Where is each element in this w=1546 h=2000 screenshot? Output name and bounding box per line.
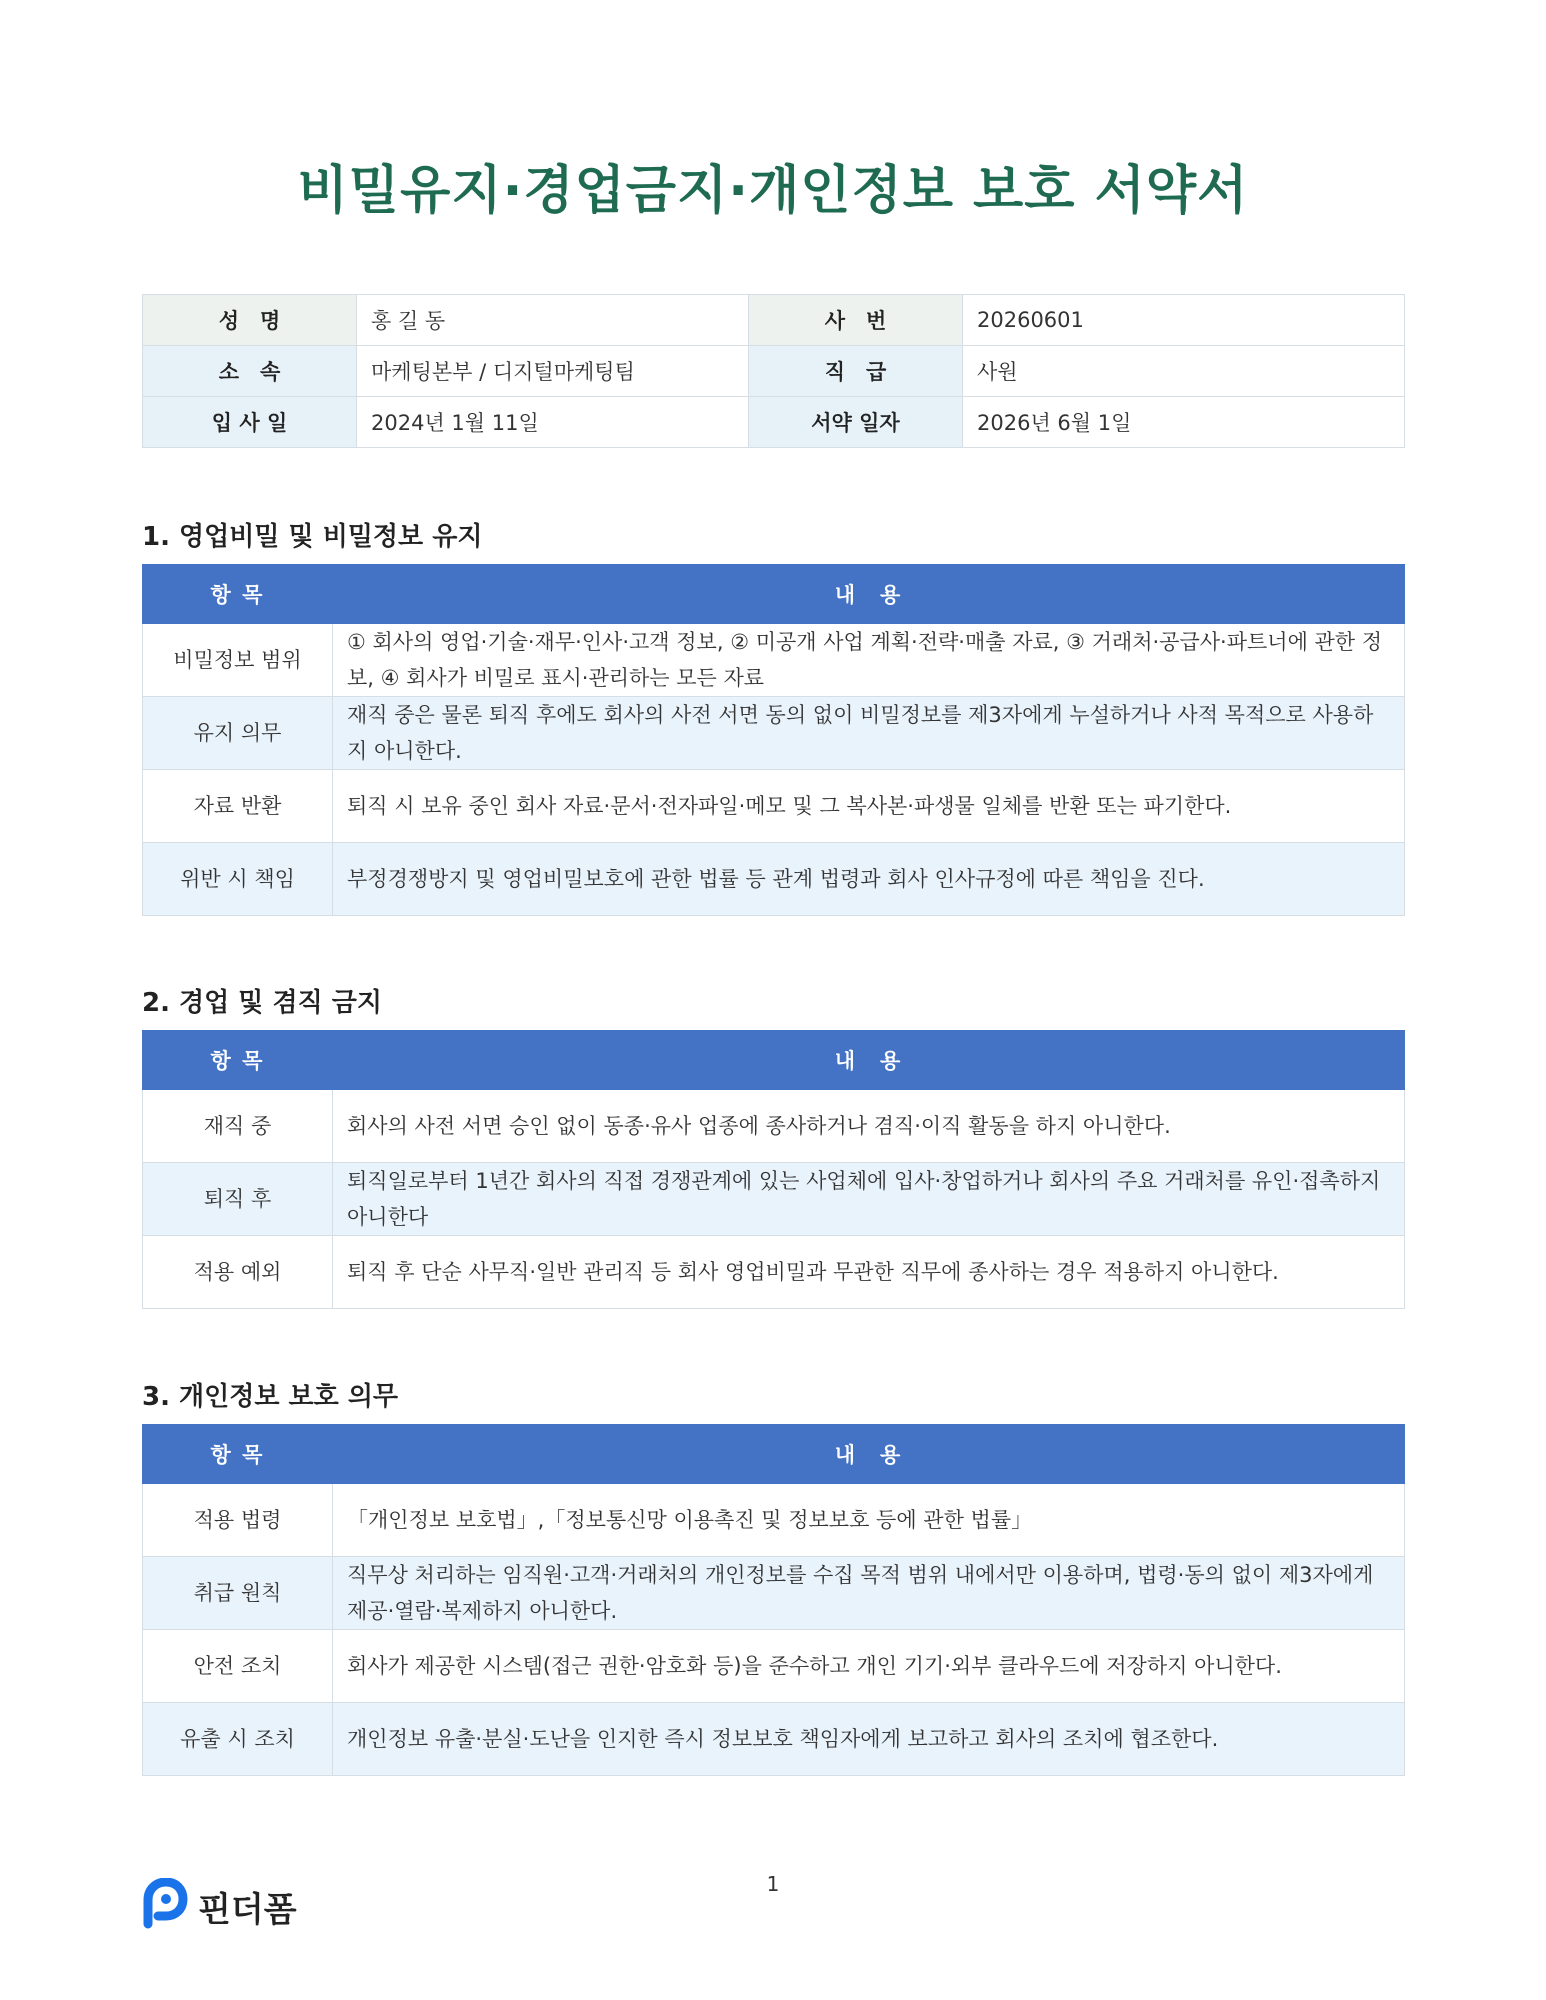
document-title: 비밀유지·경업금지·개인정보 보호 서약서 [297,161,1249,221]
info-table [142,294,1405,448]
pledge-label: 서약 일자 [749,397,963,448]
info-row [143,346,1405,397]
rank-value: 사원 [963,346,1405,397]
join-date-value: 2024년 1월 11일 [357,397,749,448]
table-row [143,770,1405,843]
pledge-date-value: 2026년 6월 1일 [963,397,1405,448]
row-item: 비밀정보 범위 [143,624,333,697]
row-content: 직무상 처리하는 임직원·고객·거래처의 개인정보를 수집 목적 범위 내에서만 이용하며, 법령·동의 없이 제3자에게 제공·열람·복제하지 아니한다. [333,1557,1405,1630]
row-item: 적용 예외 [143,1236,333,1309]
table-row [143,1630,1405,1703]
table-header-row [143,565,1405,624]
row-item: 재직 중 [143,1090,333,1163]
row-item: 안전 조치 [143,1630,333,1703]
item-header: 항 목 [143,1031,333,1090]
section2-heading: 2. 경업 및 겸직 금지 [142,988,382,1018]
row-item: 유지 의무 [143,697,333,770]
section2-table [142,1030,1405,1309]
row-item: 취급 원칙 [143,1557,333,1630]
item-header: 항 목 [143,1425,333,1484]
table-header-row [143,1031,1405,1090]
emp-no-value: 20260601 [963,295,1405,346]
section1-table [142,564,1405,916]
dept-value: 마케팅본부 / 디지털마케팅팀 [357,346,749,397]
row-item: 적용 법령 [143,1484,333,1557]
row-item: 자료 반환 [143,770,333,843]
info-row [143,295,1405,346]
row-content: 「개인정보 보호법」,「정보통신망 이용촉진 및 정보보호 등에 관한 법률」 [333,1484,1405,1557]
name-value: 홍 길 동 [357,295,749,346]
table-row [143,1703,1405,1776]
row-content: ① 회사의 영업·기술·재무·인사·고객 정보, ② 미공개 사업 계획·전략·매출 자료, ③ 거래처·공급사·파트너에 관한 정보, ④ 회사가 비밀로 표시·관리하는 모든 자료 [333,624,1405,697]
row-content: 회사가 제공한 시스템(접근 권한·암호화 등)을 준수하고 개인 기기·외부 클라우드에 저장하지 아니한다. [333,1630,1405,1703]
section3-heading: 3. 개인정보 보호 의무 [142,1382,399,1412]
name-label: 성 명 [143,295,357,346]
item-header: 항 목 [143,565,333,624]
content-header: 내 용 [333,565,1405,624]
row-content: 퇴직 후 단순 사무직·일반 관리직 등 회사 영업비밀과 무관한 직무에 종사하는 경우 적용하지 아니한다. [333,1236,1405,1309]
emp-no-label: 사 번 [749,295,963,346]
row-item: 유출 시 조치 [143,1703,333,1776]
row-content: 부정경쟁방지 및 영업비밀보호에 관한 법률 등 관계 법령과 회사 인사규정에 따른 책임을 진다. [333,843,1405,916]
table-row [143,843,1405,916]
page-number: 1 [766,1872,780,1896]
table-row [143,624,1405,697]
row-item: 퇴직 후 [143,1163,333,1236]
row-content: 재직 중은 물론 퇴직 후에도 회사의 사전 서면 동의 없이 비밀정보를 제3자에게 누설하거나 사적 목적으로 사용하지 아니한다. [333,697,1405,770]
content-header: 내 용 [333,1031,1405,1090]
row-item: 위반 시 책임 [143,843,333,916]
section3-table [142,1424,1405,1776]
table-row [143,697,1405,770]
join-label: 입 사 일 [143,397,357,448]
section1-heading: 1. 영업비밀 및 비밀정보 유지 [142,522,483,552]
row-content: 퇴직 시 보유 중인 회사 자료·문서·전자파일·메모 및 그 복사본·파생물 일체를 반환 또는 파기한다. [333,770,1405,843]
row-content: 개인정보 유출·분실·도난을 인지한 즉시 정보보호 책임자에게 보고하고 회사의 조치에 협조한다. [333,1703,1405,1776]
table-row [143,1557,1405,1630]
content-header: 내 용 [333,1425,1405,1484]
info-row [143,397,1405,448]
table-row [143,1163,1405,1236]
table-row [143,1090,1405,1163]
dept-label: 소 속 [143,346,357,397]
row-content: 회사의 사전 서면 승인 없이 동종·유사 업종에 종사하거나 겸직·이직 활동을 하지 아니한다. [333,1090,1405,1163]
table-row [143,1236,1405,1309]
row-content: 퇴직일로부터 1년간 회사의 직접 경쟁관계에 있는 사업체에 입사·창업하거나 회사의 주요 거래처를 유인·접촉하지 아니한다 [333,1163,1405,1236]
table-header-row [143,1425,1405,1484]
rank-label: 직 급 [749,346,963,397]
table-row [143,1484,1405,1557]
footer-brand: 핀더폼 [198,1889,297,1930]
